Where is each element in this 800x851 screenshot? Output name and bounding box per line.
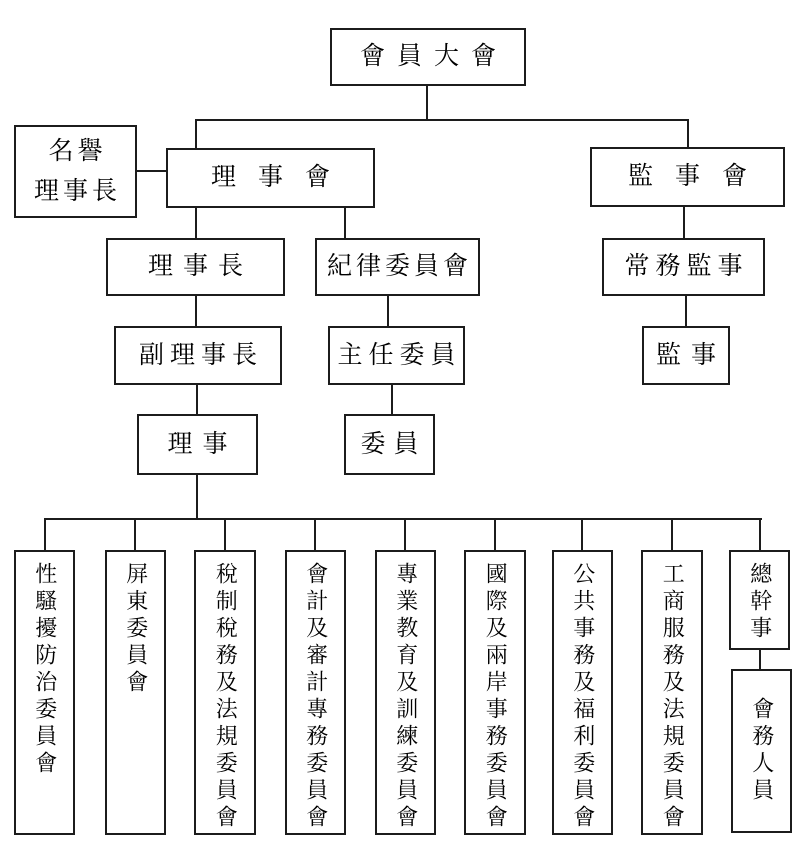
node-supervisor xyxy=(642,326,730,385)
connector-line xyxy=(224,518,226,551)
node-committee-pingtung xyxy=(105,550,166,835)
node-label: 公共事務及福利委員會 xyxy=(570,562,596,832)
connector-line xyxy=(759,648,761,669)
node-label: 理事 xyxy=(167,430,238,458)
node-label: 委員 xyxy=(360,430,427,458)
connector-line xyxy=(196,474,198,520)
node-commissioner xyxy=(344,414,435,475)
connector-line xyxy=(195,119,689,121)
node-label: 性騷擾防治委員會 xyxy=(32,562,58,778)
node-label: 紀律委員會 xyxy=(326,253,472,280)
connector-line xyxy=(195,119,197,149)
node-label: 國際及兩岸事務委員會 xyxy=(483,562,509,832)
node-chairman xyxy=(106,238,285,296)
node-label: 理事會 xyxy=(210,164,352,191)
connector-line xyxy=(494,518,496,551)
connector-line xyxy=(391,384,393,416)
connector-line xyxy=(687,119,689,148)
connector-line xyxy=(387,295,389,326)
node-label: 總幹事 xyxy=(747,562,773,643)
connector-line xyxy=(671,518,673,551)
node-committee-tax-system-and-regulations xyxy=(194,550,256,835)
node-association-staff xyxy=(731,669,792,833)
connector-line xyxy=(44,518,46,551)
connector-line xyxy=(759,518,761,551)
node-label: 監事會 xyxy=(627,163,769,190)
connector-line xyxy=(683,206,685,238)
node-label: 專業教育及訓練委員會 xyxy=(393,562,419,832)
node-committee-industrial-commercial-services xyxy=(641,550,703,835)
connector-line xyxy=(195,207,197,238)
node-director xyxy=(137,414,258,475)
node-label: 主任委員 xyxy=(337,341,462,369)
node-label: 會員大會 xyxy=(359,43,508,70)
node-discipline-committee xyxy=(315,238,480,296)
node-label: 會務人員 xyxy=(749,697,775,805)
node-secretary-general xyxy=(729,550,790,650)
node-label: 屏東委員會 xyxy=(123,562,149,697)
node-label: 會計及審計專務委員會 xyxy=(303,562,329,832)
connector-line xyxy=(134,518,136,551)
node-label: 理事長 xyxy=(33,177,121,205)
node-board-of-directors xyxy=(166,148,375,208)
connector-line xyxy=(137,170,167,172)
node-label: 稅制稅務及法規委員會 xyxy=(213,562,239,832)
node-label: 常務監事 xyxy=(624,253,749,280)
node-committee-accounting-and-auditing xyxy=(285,550,346,835)
connector-line xyxy=(195,295,197,326)
node-committee-sexual-harassment-prevention xyxy=(14,550,75,835)
connector-line xyxy=(344,207,346,238)
node-standing-supervisor xyxy=(602,238,765,296)
node-committee-public-affairs-welfare xyxy=(552,550,613,835)
connector-line xyxy=(685,295,687,326)
node-label: 工商服務及法規委員會 xyxy=(660,562,686,832)
node-board-of-supervisors xyxy=(590,147,785,207)
node-chief-commissioner xyxy=(328,326,465,385)
node-general-assembly xyxy=(330,28,526,86)
connector-line xyxy=(44,518,762,520)
node-committee-professional-education-training xyxy=(375,550,436,835)
connector-line xyxy=(404,518,406,551)
node-honorary-chairman xyxy=(14,125,137,218)
connector-line xyxy=(196,384,198,416)
connector-line xyxy=(581,518,583,551)
node-committee-international-cross-strait xyxy=(464,550,526,835)
node-label: 副理事長 xyxy=(138,341,263,369)
connector-line xyxy=(314,518,316,551)
node-vice-chairman xyxy=(114,326,282,385)
node-label: 監事 xyxy=(655,341,726,369)
node-label: 理事長 xyxy=(147,253,253,280)
node-label: 名譽 xyxy=(48,137,107,165)
connector-line xyxy=(426,85,428,121)
